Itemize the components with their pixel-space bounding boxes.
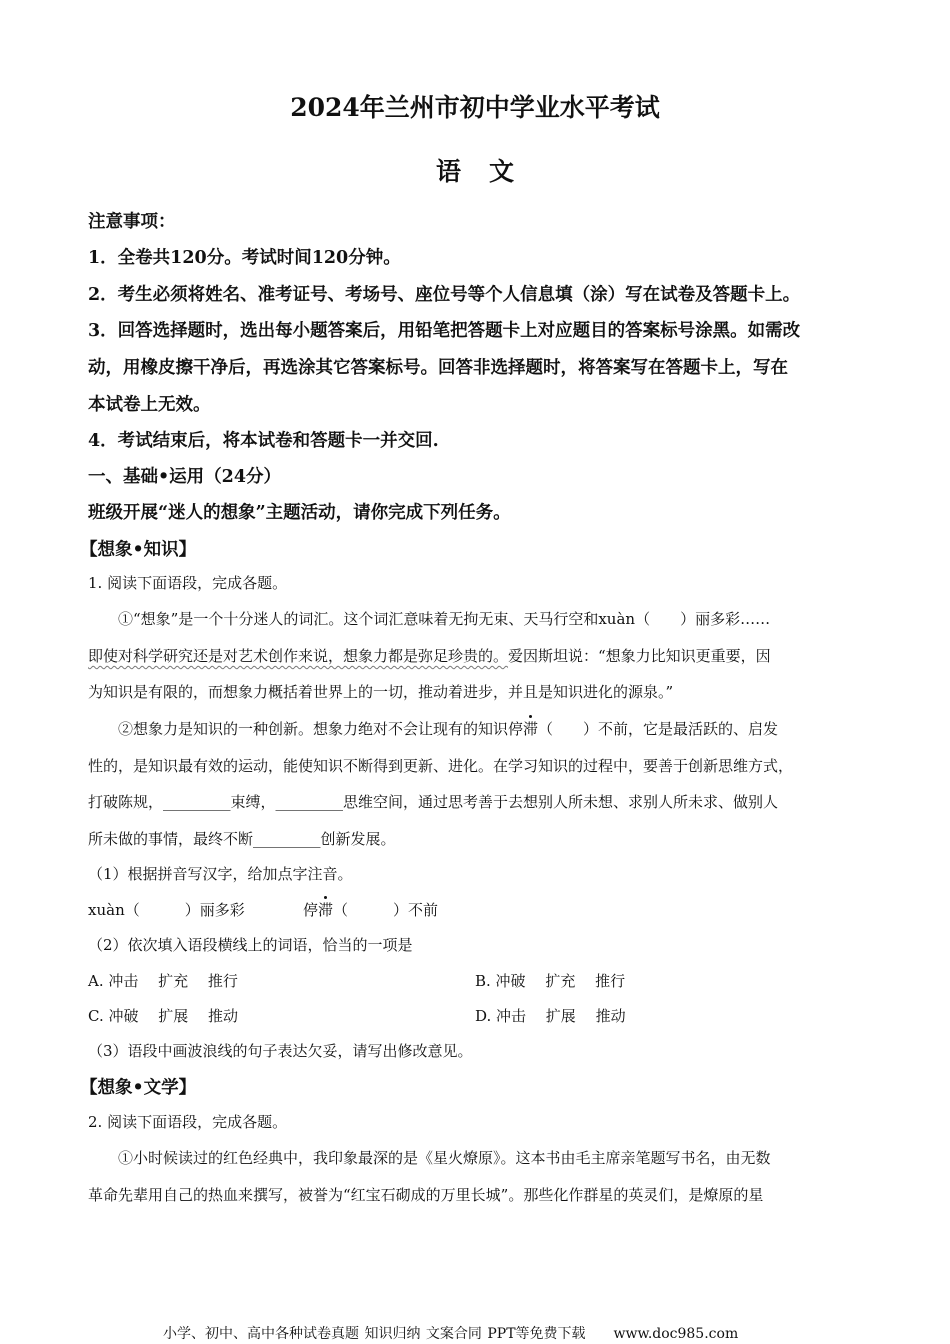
note-item: 4．考试结束后，将本试卷和答题卡一并交回. [88, 431, 439, 451]
notes-heading: 注意事项： [88, 212, 176, 232]
passage-line: 性的，是知识最有效的运动，能使知识不断得到更新、进化。在学习知识的过程中，要善于创新思维方式， [88, 757, 794, 775]
section-intro: 班级开展“迷人的想象”主题活动，请你完成下列任务。 [88, 503, 511, 523]
question-stem: 2. 阅读下面语段，完成各题。 [88, 1113, 288, 1131]
section-heading: 一、基础•运用（24分） [88, 467, 282, 487]
passage-line: 为知识是有限的，而想象力概括着世界上的一切，推动着进步，并且是知识进化的源泉。” [88, 683, 674, 701]
option-d[interactable]: D. 冲击 扩展 推动 [475, 1007, 626, 1025]
question-stem: 1. 阅读下面语段，完成各题。 [88, 574, 288, 592]
passage-line: 革命先辈用自己的热血来撰写，被誉为“红宝石砌成的万里长城”。那些化作群星的英灵们，是燎原的星 [88, 1186, 764, 1204]
note-item: 本试卷上无效。 [88, 395, 211, 415]
sub-question: （3）语段中画波浪线的句子表达欠妥，请写出修改意见。 [88, 1042, 473, 1060]
pinyin-item: xuàn（ ）丽多彩 [88, 901, 245, 919]
part-label: 【想象•知识】 [80, 540, 197, 560]
passage-line: 所未做的事情，最终不断_________创新发展。 [88, 830, 396, 848]
part-label: 【想象•文学】 [80, 1078, 197, 1098]
page-footer: 小学、初中、高中各种试卷真题 知识归纳 文案合同 PPT等免费下载 www.doc985.com [163, 1326, 739, 1342]
note-item: 1．全卷共120分。考试时间120分钟。 [88, 248, 401, 268]
option-a[interactable]: A. 冲击 扩充 推行 [88, 972, 238, 990]
wavy-sentence: 即使对科学研究还是对艺术创作来说，想象力都是弥足珍贵的。 [88, 647, 509, 665]
sub-question: （1）根据拼音写汉字，给加点字注音。 [88, 865, 353, 883]
note-item: 3．回答选择题时，选出每小题答案后，用铅笔把答题卡上对应题目的答案标号涂黑。如需改 [88, 321, 801, 341]
note-item: 2．考生必须将姓名、准考证号、考场号、座位号等个人信息填（涂）写在试卷及答题卡上。 [88, 285, 801, 305]
sub-question: （2）依次填入语段横线上的词语，恰当的一项是 [88, 936, 413, 954]
option-b[interactable]: B. 冲破 扩充 推行 [475, 972, 626, 990]
note-item: 动，用橡皮擦干净后，再选涂其它答案标号。回答非选择题时，将答案写在答题卡上，写在 [88, 358, 788, 378]
passage-line: ①“想象”是一个十分迷人的词汇。这个词汇意味着无拘无束、天马行空和xuàn（ ）丽多彩…… [118, 610, 771, 628]
passage-line: 即使对科学研究还是对艺术创作来说，想象力都是弥足珍贵的。爱因斯坦说：“想象力比知识更重要，因 [88, 647, 771, 665]
exam-title: 2024年兰州市初中学业水平考试 [290, 93, 660, 122]
passage-line: 打破陈规，_________束缚，_________思维空间，通过思考善于去想别人所未想、求别人所未求、做别人 [88, 793, 779, 811]
pinyin-item: 停滞（ ）不前 [303, 901, 439, 919]
passage-line: ①小时候读过的红色经典中，我印象最深的是《星火燎原》。这本书由毛主席亲笔题写书名，由无数 [118, 1149, 771, 1167]
subject-title: 语文 [435, 157, 542, 186]
dotted-char: 滞 [523, 720, 539, 738]
passage-line: ②想象力是知识的一种创新。想象力绝对不会让现有的知识停滞（ ）不前，它是最活跃的、启发 [118, 720, 779, 738]
option-c[interactable]: C. 冲破 扩展 推动 [88, 1007, 239, 1025]
dotted-char: 滞 [318, 901, 334, 919]
